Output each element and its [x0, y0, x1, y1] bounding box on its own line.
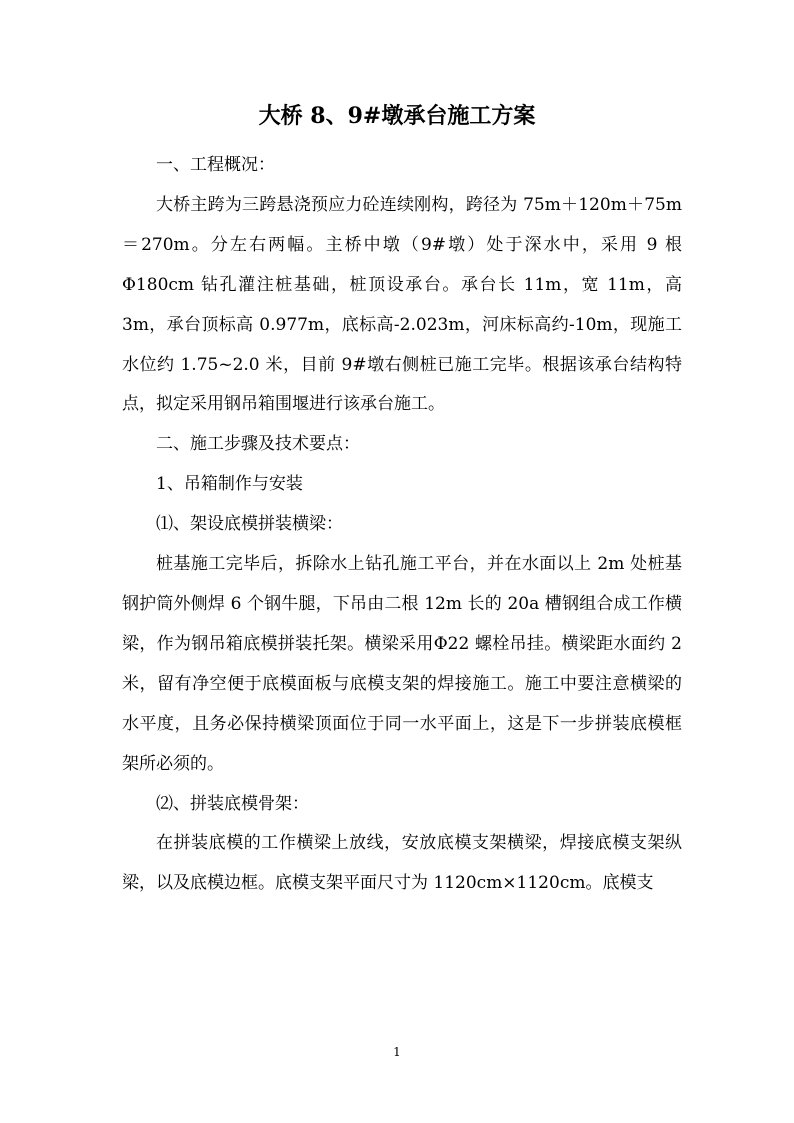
page-number: 1: [393, 1045, 401, 1059]
document-title: 大桥 8、9#墩承台施工方案: [258, 103, 536, 129]
subsection-heading-1a: ⑴、架设底模拼装横梁：: [156, 514, 343, 535]
subsection-heading-1b: ⑵、拼装底模骨架：: [156, 793, 309, 814]
paragraph-overview: 大桥主跨为三跨悬浇预应力砼连续刚构，跨径为 75m＋120m＋75m ＝270m。分左右两幅。主桥中墩（9#墩）处于深水中，采用 9 根Φ180cm 钻孔灌注桩基础，桩顶设承台。承台长 11m，宽 11m，高 3m，承台顶标高 0.977m，底标高-2.023m，河床标高约-10m，现施工水位约 1.75~2.0 米，目前 9#墩右侧桩已施工完毕。根据该承台结构特点，拟定采用钢吊箱围堰进行该承台施工。: [122, 194, 682, 415]
subsection-heading-1: 1、吊箱制作与安装: [156, 474, 303, 495]
section-heading-steps: 二、施工步骤及技术要点：: [156, 434, 360, 455]
paragraph-1a: 桩基施工完毕后，拆除水上钻孔施工平台，并在水面以上 2m 处桩基钢护筒外侧焊 6 个钢牛腿，下吊由二根 12m 长的 20a 槽钢组合成工作横梁，作为钢吊箱底模拼装托架。横梁采用Φ22 螺栓吊挂。横梁距水面约 2 米，留有净空便于底模面板与底模支架的焊接施工。施工中要注意横梁的水平度，且务必保持横梁顶面位于同一水平面上，这是下一步拼装底模框架所必须的。: [122, 554, 682, 774]
document-body: [122, 146, 682, 904]
section-heading-overview: 一、工程概况：: [156, 155, 275, 175]
paragraph-1b: 在拼装底模的工作横梁上放线，安放底模支架横梁，焊接底模支架纵梁，以及底模边框。底模支架平面尺寸为 1120cm×1120cm。底模支: [122, 833, 682, 894]
